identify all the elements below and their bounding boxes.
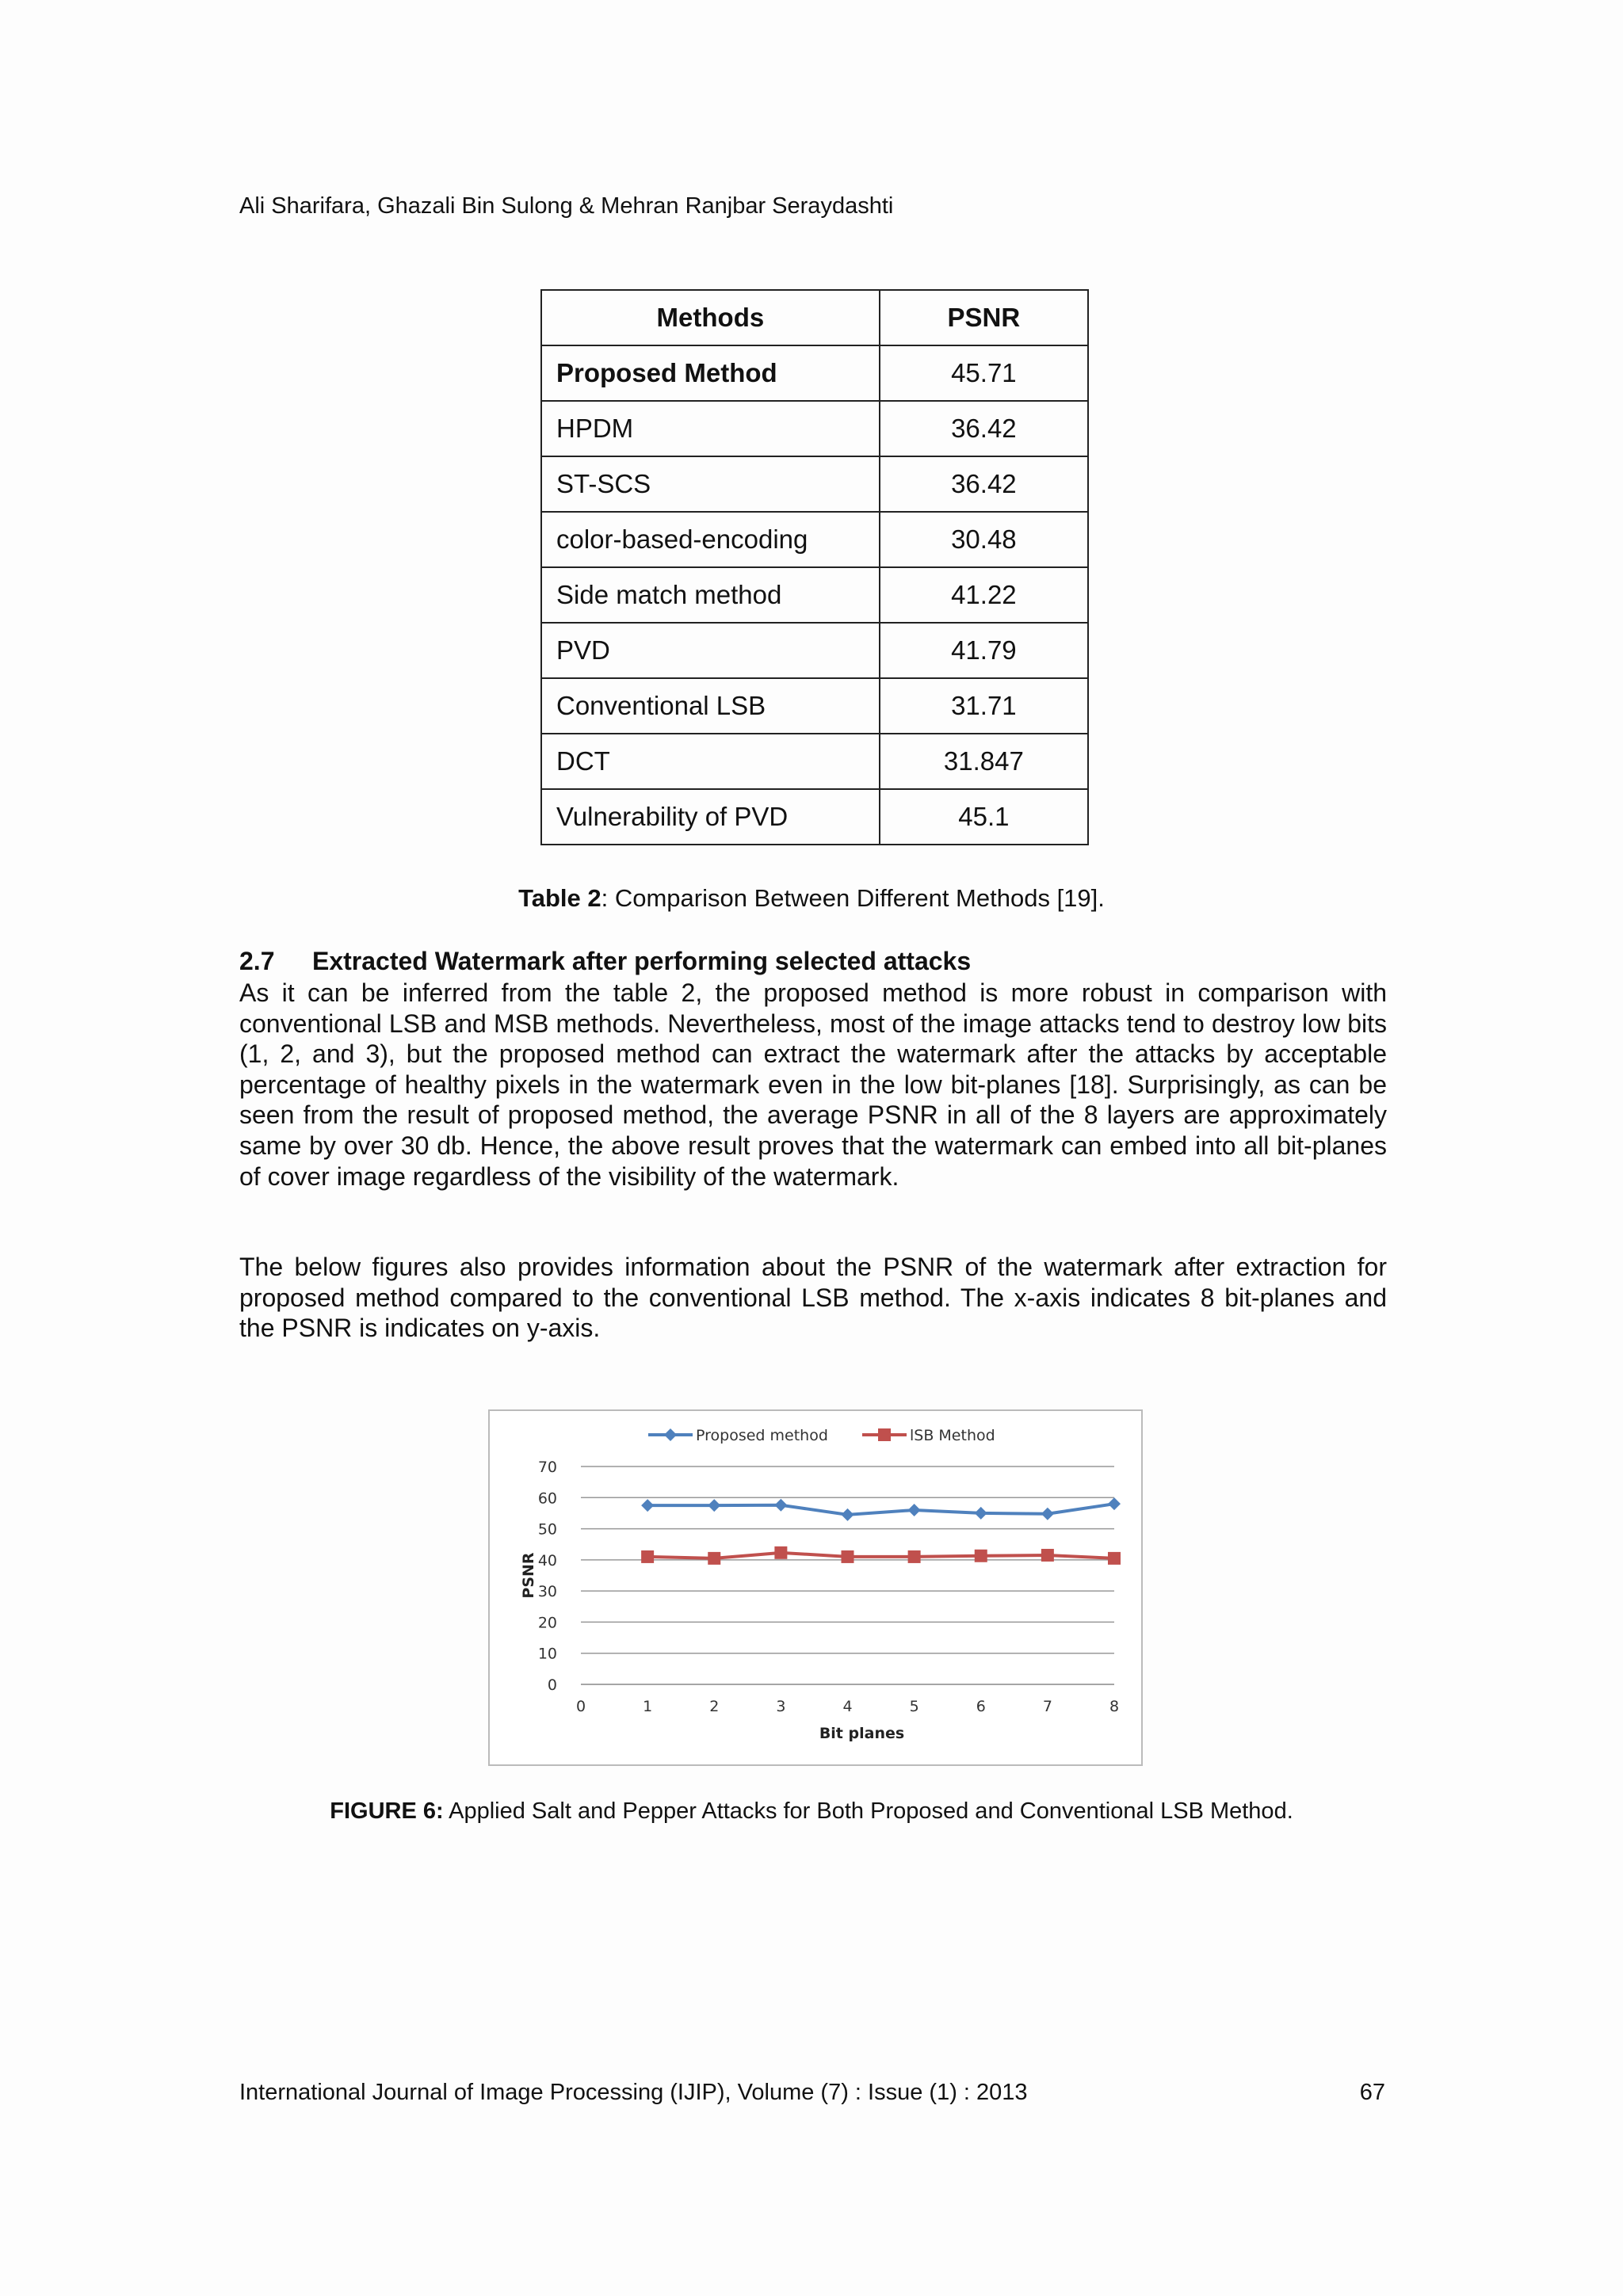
figure-caption [0,1798,1623,1825]
data-point [975,1507,987,1520]
data-point [774,1499,787,1512]
x-tick-label: 1 [643,1698,653,1715]
body-paragraph-2: The below figures also provides information about the PSNR of the watermark after extraction for proposed method compared to the conventional LSB method. The x-axis indicates 8 bit-planes and the PSNR is indicates on y-axis. [239,1253,1387,1343]
psnr-cell: 45.1 [880,789,1088,845]
data-point [908,1504,921,1516]
data-point [908,1550,921,1563]
table-row [541,456,1088,512]
data-point [842,1508,854,1521]
figure-caption-label: FIGURE 6: [330,1798,444,1824]
y-tick-label: 50 [537,1520,557,1539]
table-caption [0,884,1623,913]
x-tick-label: 3 [776,1698,786,1715]
table-row [541,512,1088,567]
table-row [541,567,1088,623]
table-row [541,345,1088,401]
section-title: Extracted Watermark after performing selected attacks [312,947,972,975]
psnr-cell: 41.22 [880,567,1088,623]
data-point [1041,1549,1054,1562]
y-tick-label: 20 [537,1614,557,1632]
x-axis-label: Bit planes [819,1725,905,1742]
col-header-methods: Methods [541,290,880,345]
data-point [1041,1508,1054,1520]
x-tick-label: 5 [909,1698,919,1715]
data-point [774,1547,787,1559]
y-tick-label: 60 [537,1489,557,1508]
figure-caption-text: Applied Salt and Pepper Attacks for Both Proposed and Conventional LSB Method. [443,1798,1293,1824]
table-row [541,789,1088,845]
table-row [541,734,1088,789]
data-point [975,1550,987,1562]
psnr-cell: 36.42 [880,401,1088,456]
table-caption-text: : Comparison Between Different Methods [19]. [601,884,1105,912]
page-number: 67 [1359,2080,1385,2105]
x-tick-label: 7 [1042,1698,1052,1715]
y-axis-label: PSNR [520,1552,537,1599]
method-cell: Vulnerability of PVD [541,789,880,845]
psnr-cell: 30.48 [880,512,1088,567]
legend-label: lSB Method [910,1427,995,1444]
method-cell: Conventional LSB [541,678,880,734]
data-point [641,1499,654,1512]
data-point [1108,1497,1121,1510]
legend-marker [664,1428,677,1441]
legend-label: Proposed method [696,1427,828,1444]
method-cell: DCT [541,734,880,789]
x-tick-label: 8 [1109,1698,1120,1715]
psnr-cell: 36.42 [880,456,1088,512]
psnr-cell: 41.79 [880,623,1088,678]
body-paragraph-1: As it can be inferred from the table 2, the proposed method is more robust in comparison with conventional LSB and MSB methods. Nevertheless, most of the image attacks tend to destroy low bits (1, 2, and 3), but the proposed method can extract the watermark after the attacks by acceptable percentage of healthy pixels in the watermark even in the low bit-planes [18]. Surprisingly, as can be seen from the result of proposed method, the average PSNR in all of the 8 layers are approximately same by over 30 db. Hence, the above result proves that the watermark can embed into all bit-planes of cover image regardless of the visibility of the watermark. [239,978,1387,1191]
y-tick-label: 30 [537,1583,557,1601]
psnr-chart [488,1409,1143,1766]
y-tick-label: 70 [537,1459,557,1476]
table-header-row [541,290,1088,345]
x-tick-label: 2 [709,1698,720,1715]
data-point [708,1552,720,1565]
x-tick-label: 6 [976,1698,986,1715]
method-cell: color-based-encoding [541,512,880,567]
method-cell: HPDM [541,401,880,456]
comparison-table [540,289,1089,845]
method-cell: PVD [541,623,880,678]
section-heading [239,947,971,976]
x-tick-label: 0 [575,1698,586,1715]
table-row [541,678,1088,734]
data-point [842,1550,854,1563]
y-tick-label: 40 [537,1551,557,1569]
legend-marker [878,1428,891,1441]
data-point [1108,1552,1121,1565]
method-cell: Proposed Method [541,345,880,401]
running-header: Ali Sharifara, Ghazali Bin Sulong & Mehran Ranjbar Seraydashti [239,193,894,219]
method-cell: Side match method [541,567,880,623]
data-point [708,1499,720,1512]
data-point [641,1550,654,1563]
section-number: 2.7 [239,947,275,975]
x-tick-label: 4 [842,1698,853,1715]
psnr-chart-svg [490,1411,1141,1764]
table-row [541,623,1088,678]
table-caption-label: Table 2 [518,884,601,912]
psnr-cell: 31.71 [880,678,1088,734]
y-tick-label: 10 [537,1645,557,1663]
psnr-cell: 31.847 [880,734,1088,789]
method-cell: ST-SCS [541,456,880,512]
journal-footer: International Journal of Image Processing (IJIP), Volume (7) : Issue (1) : 2013 [239,2080,1028,2105]
table-row [541,401,1088,456]
y-tick-label: 0 [547,1676,557,1694]
col-header-psnr: PSNR [880,290,1088,345]
psnr-cell: 45.71 [880,345,1088,401]
